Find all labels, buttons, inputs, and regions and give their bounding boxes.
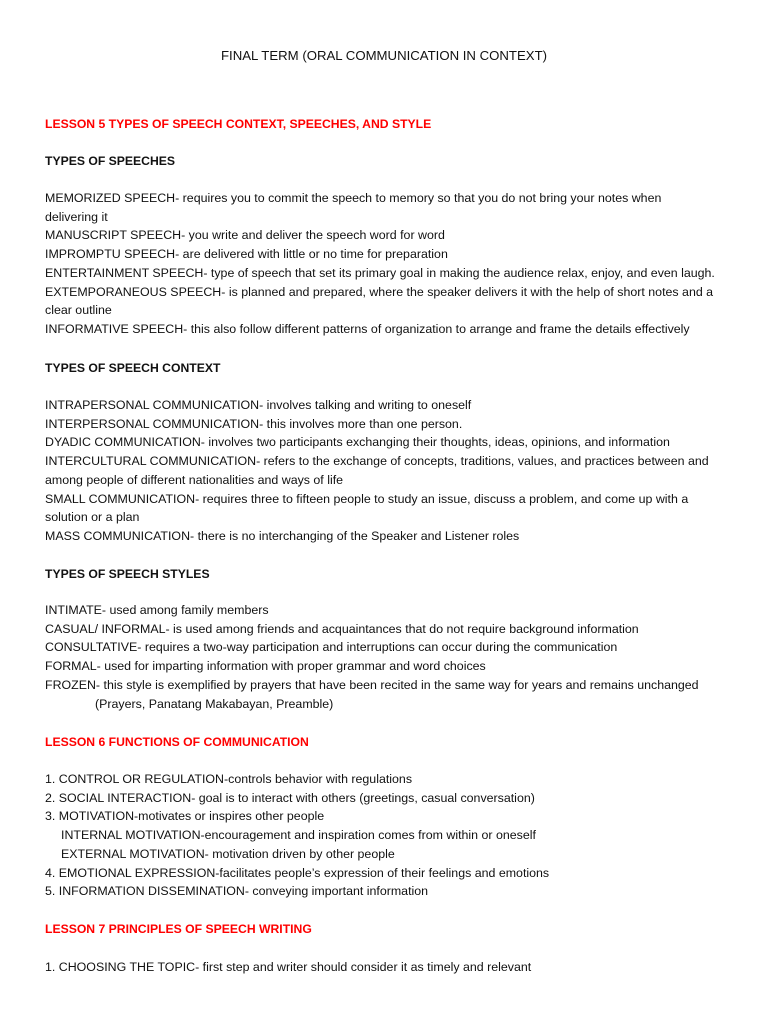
functions-of-communication-list <box>45 770 725 901</box>
list-item: 1. CONTROL OR REGULATION-controls behavior with regulations <box>45 772 413 786</box>
text-line: INTIMATE- used among family members <box>45 603 269 617</box>
sub-list-item: INTERNAL MOTIVATION-encouragement and inspiration comes from within or oneself <box>61 828 536 843</box>
types-of-speech-context-heading: TYPES OF SPEECH CONTEXT <box>45 361 221 375</box>
types-of-speech-context-list <box>45 396 725 546</box>
text-line: SMALL COMMUNICATION- requires three to fifteen people to study an issue, discuss a problem, and come up with a <box>45 491 689 506</box>
text-line: clear outline <box>45 303 112 318</box>
text-line: MANUSCRIPT SPEECH- you write and deliver the speech word for word <box>45 228 445 243</box>
text-line: MASS COMMUNICATION- there is no interchanging of the Speaker and Listener roles <box>45 528 520 543</box>
list-item: 3. MOTIVATION-motivates or inspires other people <box>45 809 325 824</box>
types-of-speech-styles-heading: TYPES OF SPEECH STYLES <box>45 567 210 581</box>
text-line: solution or a plan <box>45 510 140 525</box>
text-line: delivering it <box>45 209 108 224</box>
text-line: IMPROMPTU SPEECH- are delivered with little or no time for preparation <box>45 247 448 262</box>
text-line: DYADIC COMMUNICATION- involves two participants exchanging their thoughts, ideas, opinions, and information <box>45 435 670 450</box>
frozen-examples-note: (Prayers, Panatang Makabayan, Preamble) <box>95 696 334 711</box>
text-line: INTERPERSONAL COMMUNICATION- this involves more than one person. <box>45 416 463 431</box>
principles-of-speech-writing-list <box>45 958 725 977</box>
text-line: CASUAL/ INFORMAL- is used among friends and acquaintances that do not require background information <box>45 621 639 636</box>
lesson6-heading: LESSON 6 FUNCTIONS OF COMMUNICATION <box>45 735 309 749</box>
types-of-speeches-list <box>45 189 725 339</box>
text-line: ENTERTAINMENT SPEECH- type of speech that set its primary goal in making the audience relax, enjoy, and even laugh. <box>45 265 715 280</box>
text-line: INTRAPERSONAL COMMUNICATION- involves talking and writing to oneself <box>45 398 472 412</box>
lesson5-heading: LESSON 5 TYPES OF SPEECH CONTEXT, SPEECHES, AND STYLE <box>45 117 432 131</box>
list-item: 4. EMOTIONAL EXPRESSION-facilitates people’s expression of their feelings and emotions <box>45 865 550 880</box>
text-line: INTERCULTURAL COMMUNICATION- refers to the exchange of concepts, traditions, values, and practices between and <box>45 454 709 469</box>
text-line: CONSULTATIVE- requires a two-way participation and interruptions can occur during the communication <box>45 640 618 655</box>
document-title: FINAL TERM (ORAL COMMUNICATION IN CONTEXT) <box>220 48 548 63</box>
types-of-speeches-heading: TYPES OF SPEECHES <box>45 154 176 168</box>
list-item: 1. CHOOSING THE TOPIC- first step and writer should consider it as timely and relevant <box>45 960 532 974</box>
lesson7-heading: LESSON 7 PRINCIPLES OF SPEECH WRITING <box>45 922 312 936</box>
list-item: 2. SOCIAL INTERACTION- goal is to interact with others (greetings, casual conversation) <box>45 790 535 805</box>
text-line: INFORMATIVE SPEECH- this also follow different patterns of organization to arrange and frame the details effectively <box>45 321 690 336</box>
text-line: MEMORIZED SPEECH- requires you to commit the speech to memory so that you do not bring your notes when <box>45 191 662 205</box>
list-item: 5. INFORMATION DISSEMINATION- conveying important information <box>45 884 429 899</box>
text-line: FROZEN- this style is exemplified by prayers that have been recited in the same way for years and remains unchanged <box>45 677 699 692</box>
sub-list-item: EXTERNAL MOTIVATION- motivation driven by other people <box>61 846 395 861</box>
text-line: FORMAL- used for imparting information with proper grammar and word choices <box>45 659 486 674</box>
text-line: among people of different nationalities and ways of life <box>45 472 344 487</box>
types-of-speech-styles-list <box>45 601 725 713</box>
text-line: EXTEMPORANEOUS SPEECH- is planned and prepared, where the speaker delivers it with the help of short notes and a <box>45 284 714 299</box>
